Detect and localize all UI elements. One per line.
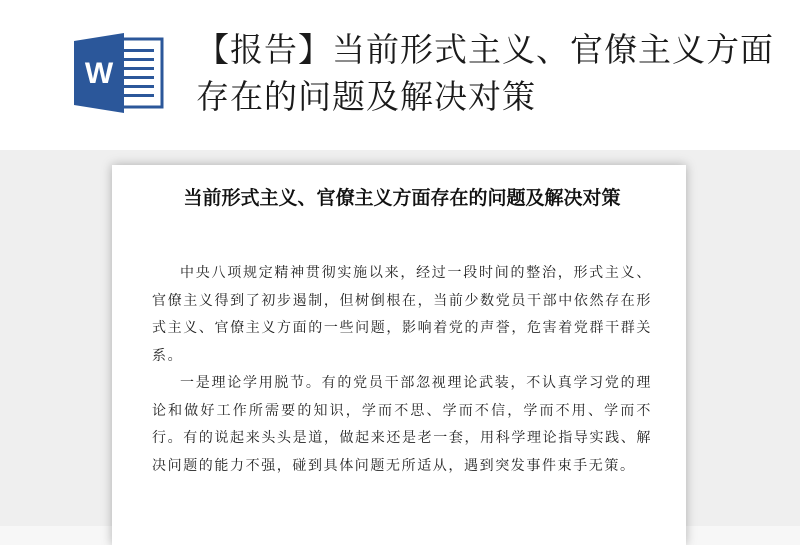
paragraph: 一是理论学用脱节。有的党员干部忽视理论武装，不认真学习党的理论和做好工作所需要的知识，学而不思、学而不信，学而不用、学而不行。有的说起来头头是道，做起来还是老一套，用科学理论指导实践、解决问题的能力不强，碰到具体问题无所适从，遇到突发事件束手无策。: [152, 375, 652, 474]
banner: [0, 0, 800, 150]
svg-text:W: W: [84, 57, 114, 90]
document-page: [112, 165, 686, 545]
document-title: 当前形式主义、官僚主义方面存在的问题及解决对策: [183, 187, 621, 209]
word-document-icon: [74, 33, 166, 113]
paragraph: 中央八项规定精神贯彻实施以来，经过一段时间的整治，形式主义、官僚主义得到了初步遏制，但树倒根在，当前少数党员干部中依然存在形式主义、官僚主义方面的一些问题，影响着党的声誉，危害着党群干群关系。: [152, 265, 652, 364]
banner-title: 【报告】当前形式主义、官僚主义方面存在的问题及解决对策: [196, 30, 774, 116]
document-body: [152, 260, 652, 480]
